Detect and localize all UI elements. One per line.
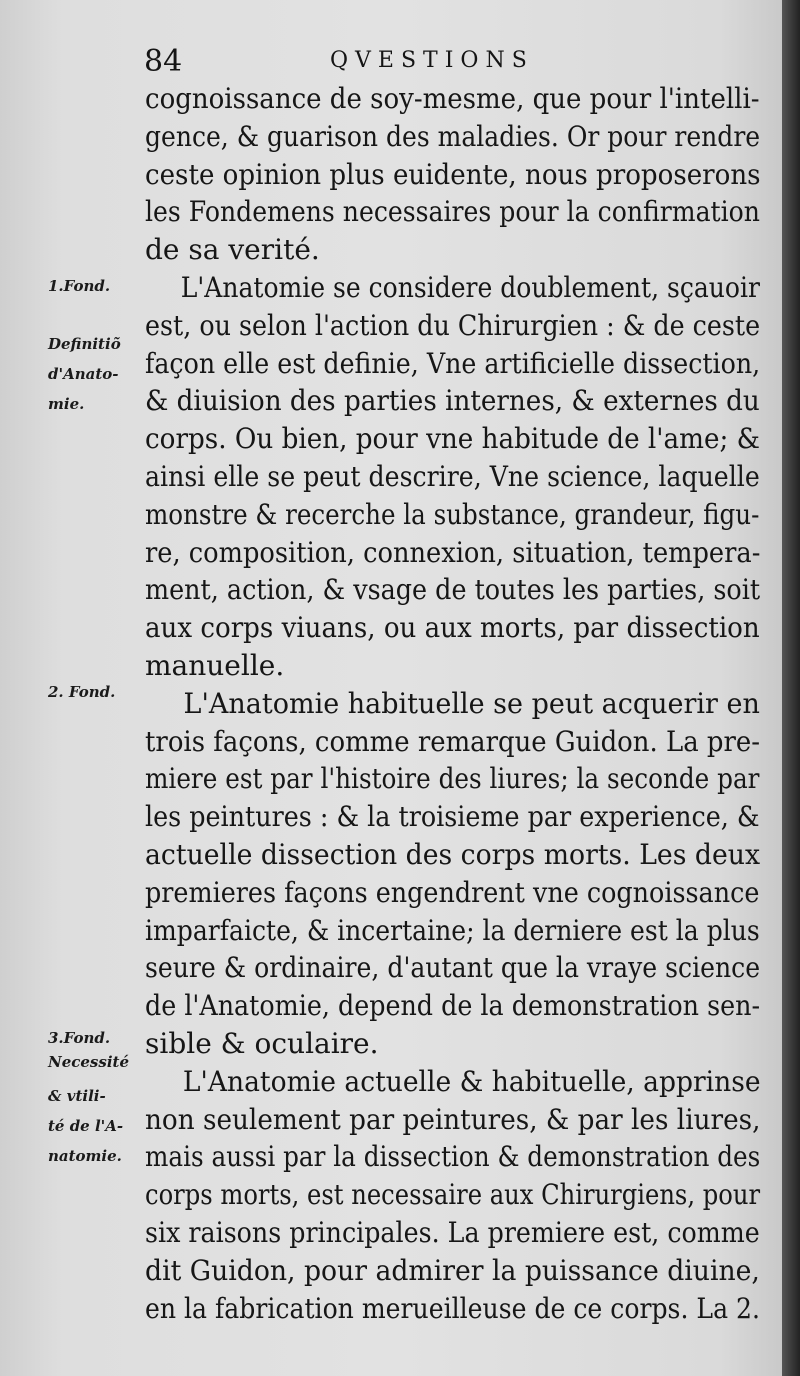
marginal-note: té de l'A-	[48, 1117, 124, 1135]
text-line: L'Anatomie habituelle se peut acquerir en	[183, 686, 760, 720]
text-line: façon elle est definie, Vne artificielle dissection,	[145, 346, 761, 380]
marginal-note: 2. Fond.	[48, 683, 116, 701]
text-line: dit Guidon, pour admirer la puissance diuine,	[145, 1253, 760, 1287]
text-line: ceste opinion plus euidente, nous proposerons	[145, 157, 761, 191]
text-line: les Fondemens necessaires pour la confirmation	[145, 195, 760, 229]
text-line: de l'Anatomie, depend de la demonstration sen-	[145, 989, 761, 1023]
running-head: QVESTIONS	[330, 48, 534, 73]
text-line: re, composition, connexion, situation, tempera-	[145, 535, 761, 569]
text-line: les peintures : & la troisieme par experience, &	[145, 800, 760, 834]
text-line: corps. Ou bien, pour vne habitude de l'ame; &	[145, 422, 760, 456]
text-line: actuelle dissection des corps morts. Les deux	[145, 837, 760, 871]
text-line: non seulement par peintures, & par les liures,	[145, 1102, 761, 1136]
text-line: seure & ordinaire, d'autant que la vraye science	[145, 951, 761, 985]
text-line: ainsi elle se peut descrire, Vne science, laquelle	[145, 459, 760, 493]
text-line: corps morts, est necessaire aux Chirurgiens, pour	[145, 1178, 761, 1212]
marginal-note: d'Anato-	[48, 365, 119, 383]
text-line: L'Anatomie actuelle & habituelle, apprinse	[182, 1064, 761, 1098]
marginal-note: Definitiõ	[48, 335, 121, 353]
text-line: monstre & recerche la substance, grandeur, figu-	[145, 497, 760, 531]
book-edge	[782, 0, 800, 1376]
marginal-note: 1.Fond.	[48, 277, 111, 295]
marginal-note: & vtili-	[48, 1087, 106, 1105]
text-line: miere est par l'histoire des liures; la seconde par	[145, 762, 760, 796]
text-line: premieres façons engendrent vne cognoissance	[145, 875, 760, 909]
text-line: aux corps viuans, ou aux morts, par dissection	[145, 611, 760, 645]
marginal-note: Necessité	[48, 1053, 129, 1071]
text-line: L'Anatomie se considere doublement, sçauoir	[180, 270, 760, 304]
text-line: mais aussi par la dissection & demonstration des	[145, 1140, 761, 1174]
text-line: manuelle.	[145, 648, 285, 682]
text-line: est, ou selon l'action du Chirurgien : & de ceste	[145, 308, 761, 342]
body-text	[145, 80, 760, 1327]
marginal-note: mie.	[48, 395, 85, 413]
text-line: six raisons principales. La premiere est, comme	[145, 1215, 760, 1249]
text-line: sible & oculaire.	[145, 1026, 379, 1060]
text-line: cognoissance de soy-mesme, que pour l'intelli-	[145, 82, 760, 115]
text-line: en la fabrication merueilleuse de ce corps. La 2.	[145, 1291, 761, 1325]
text-line: gence, & guarison des maladies. Or pour rendre	[145, 119, 761, 153]
marginal-note: natomie.	[48, 1147, 122, 1165]
marginal-note: 3.Fond.	[48, 1029, 111, 1047]
text-line: & diuision des parties internes, & externes du	[145, 384, 760, 418]
text-line: ment, action, & vsage de toutes les parties, soit	[145, 573, 761, 607]
text-line: trois façons, comme remarque Guidon. La pre-	[145, 724, 760, 758]
page-header	[140, 44, 760, 84]
page-number: 84	[144, 44, 183, 79]
text-line: de sa verité.	[145, 233, 320, 267]
text-line: imparfaicte, & incertaine; la derniere est la plus	[145, 913, 760, 947]
